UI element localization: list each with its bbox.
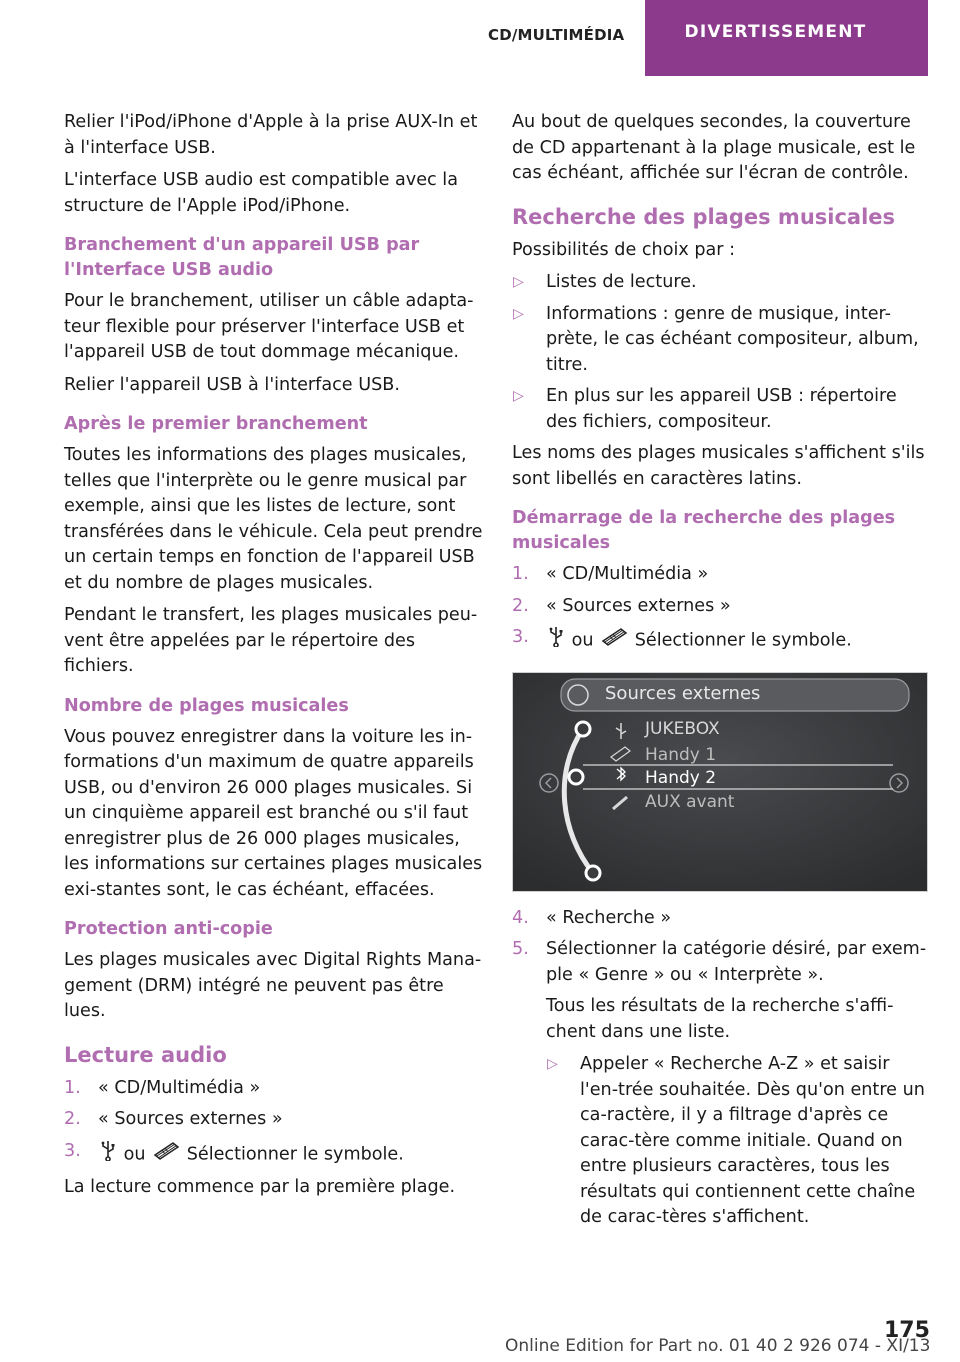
section-title: CD/MULTIMÉDIA	[488, 26, 625, 44]
screen-title: Sources externes	[605, 682, 761, 704]
list-item	[64, 1139, 484, 1170]
list-item	[64, 1076, 484, 1102]
step-text: « Sources externes »	[546, 595, 731, 616]
bullet-triangle-icon: ▷	[513, 305, 524, 322]
paragraph: La lecture commence par la première plage.	[64, 1177, 456, 1197]
paragraph: Toutes les informations des plages musicales, telles que l'interprète ou le genre musical par exemple, ainsi que les listes de lecture, sont transférées dans le véhicule. Cela peut prendre un certain temps en fonction de l'appareil USB et du nombre de plages musicales.	[64, 445, 483, 593]
page-number: 175	[884, 1318, 930, 1343]
heading-demarrage: Démarrage de la recherche des plages musicales	[512, 508, 896, 553]
paragraph: Relier l'appareil USB à l'interface USB.	[64, 374, 400, 395]
steps-list	[64, 1076, 484, 1170]
usb-icon	[98, 1139, 118, 1170]
paragraph: Relier l'iPod/iPhone d'Apple à la prise AUX-In et à l'interface USB.	[64, 112, 478, 158]
step-number: 5.	[512, 939, 529, 959]
step-text: « Recherche »	[546, 907, 672, 928]
paragraph: Au bout de quelques secondes, la couverture de CD appartenant à la plage musicale, est le cas échéant, affichée sur l'écran de contrôle.	[512, 112, 916, 183]
paragraph: Possibilités de choix par :	[512, 239, 736, 260]
step-number: 1.	[64, 1077, 81, 1098]
list-item	[64, 1107, 484, 1133]
list-item	[512, 625, 930, 656]
step-number: 2.	[64, 1109, 81, 1129]
screen-item-aux: AUX avant	[645, 791, 735, 812]
list-item	[512, 594, 930, 620]
control-display-screenshot	[512, 672, 928, 892]
bullet-triangle-icon: ▷	[547, 1056, 558, 1072]
bullet-triangle-icon: ▷	[513, 274, 524, 290]
step-number: 1.	[512, 564, 529, 584]
paragraph: L'interface USB audio est compatible avec la structure de l'Apple iPod/iPhone.	[64, 170, 458, 216]
paragraph: Vous pouvez enregistrer dans la voiture les in-formations d'un maximum de quatre appareils USB, ou d'environ 26 000 plages musicales. Si un cinquième appareil est branché ou s'il faut enregistrer plus de 26 000 plages musicales, les informations sur certaines plages musicales exi-stantes sont, le cas échéant, effacées.	[64, 726, 483, 900]
heading-branchement: Branchement d'un appareil USB par l'Interface USB audio	[64, 235, 420, 280]
step-number: 3.	[64, 1140, 81, 1161]
arc-node	[569, 770, 583, 784]
paragraph: Les plages musicales avec Digital Rights Mana-gement (DRM) intégré ne peuvent pas être lues.	[64, 950, 482, 1021]
paragraph: Les noms des plages musicales s'affichent s'ils sont libellés en caractères latins.	[512, 443, 925, 489]
step-number: 2.	[512, 595, 529, 616]
bullet-text: Appeler « Recherche A-Z » et saisir l'en-trée souhaitée. Dès qu'on entre un ca-ractère, il y a filtrage d'après ce carac-tère comme initiale. Quand on entre plusieurs caractères, tous les résultats qui contiennent cette chaîne de carac-tères s'affichent.	[580, 1054, 925, 1227]
list-item	[546, 1052, 930, 1231]
usb-icon	[546, 625, 566, 656]
chapter-tab-label: DIVERTISSEMENT	[684, 22, 867, 42]
phone-icon	[599, 625, 629, 656]
options-list	[512, 270, 930, 435]
list-item	[512, 270, 930, 296]
step-number: 4.	[512, 907, 529, 928]
step-text: « CD/Multimédia »	[546, 564, 709, 584]
heading-nombre-plages: Nombre de plages musicales	[64, 695, 349, 716]
step-or-text: ou	[123, 1143, 146, 1164]
list-item	[512, 906, 930, 932]
heading-protection: Protection anti-copie	[64, 919, 273, 939]
screen-item-jukebox: JUKEBOX	[645, 718, 720, 739]
paragraph: Tous les résultats de la recherche s'affi-chent dans une liste.	[546, 996, 894, 1042]
arc-node	[586, 866, 600, 880]
bullet-text: Listes de lecture.	[546, 272, 697, 292]
steps-list	[512, 906, 930, 1231]
steps-list	[512, 562, 930, 656]
heading-recherche: Recherche des plages musicales	[512, 204, 896, 229]
chapter-tab	[645, 0, 928, 76]
bullet-text: Informations : genre de musique, inter-prète, le cas échéant compositeur, album, titre.	[546, 303, 919, 375]
step-or-text: ou	[571, 630, 594, 651]
paragraph: Pour le branchement, utiliser un câble adapta-teur flexible pour préserver l'interface USB et l'appareil USB de tout dommage mécanique.	[64, 291, 474, 362]
page-header	[0, 0, 960, 76]
list-item	[512, 302, 930, 379]
step-text: Sélectionner le symbole.	[186, 1143, 404, 1164]
edition-text: Online Edition for Part no. 01 40 2 926 074 - XI/13	[505, 1336, 931, 1356]
step-text: Sélectionner le symbole.	[634, 630, 852, 651]
arc-node	[576, 722, 590, 736]
screen-item-handy2: Handy 2	[645, 767, 717, 788]
screen-item-handy1: Handy 1	[645, 744, 717, 765]
left-column	[64, 110, 484, 1208]
list-item	[512, 937, 930, 1231]
phone-icon	[151, 1139, 181, 1170]
paragraph: Pendant le transfert, les plages musicales peu-vent être appelées par le répertoire des fichiers.	[64, 605, 478, 676]
sub-list	[546, 1052, 930, 1231]
heading-premier-branchement: Après le premier branchement	[64, 414, 368, 434]
bullet-triangle-icon: ▷	[513, 388, 524, 404]
right-column	[512, 110, 930, 1237]
heading-lecture-audio: Lecture audio	[64, 1042, 227, 1067]
list-item	[512, 562, 930, 588]
step-text: Sélectionner la catégorie désiré, par exem-ple « Genre » ou « Interprète ».	[546, 939, 927, 985]
step-text: « Sources externes »	[98, 1109, 283, 1129]
step-text: « CD/Multimédia »	[98, 1077, 261, 1098]
list-item	[512, 384, 930, 435]
step-number: 3.	[512, 627, 529, 647]
bullet-text: En plus sur les appareil USB : répertoire des fichiers, compositeur.	[546, 386, 897, 432]
